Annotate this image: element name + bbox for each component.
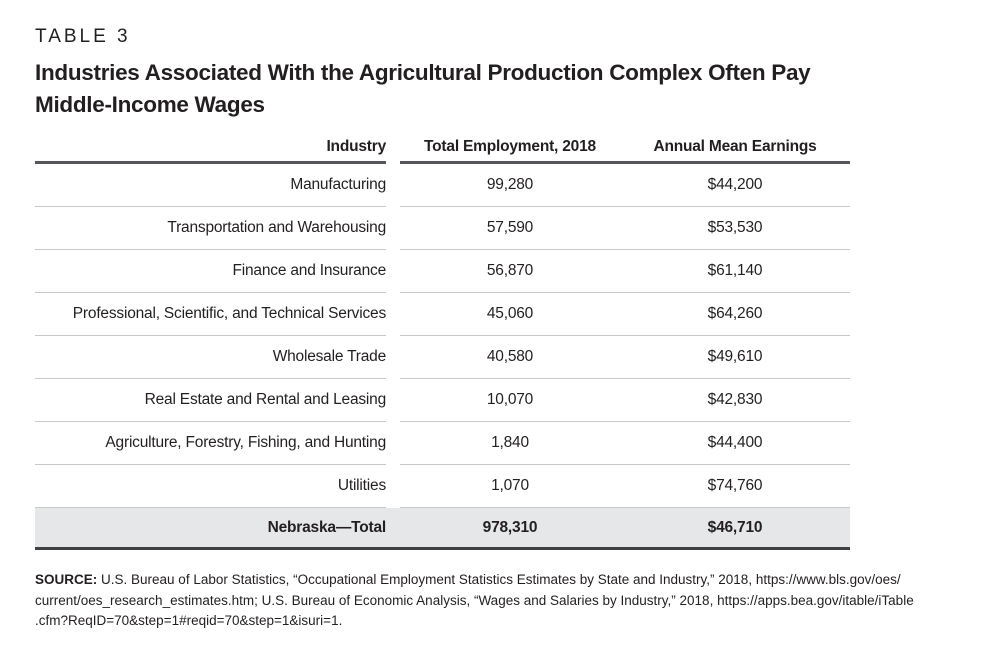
cell-employment: 1,840 (400, 422, 620, 465)
cell-earnings: $64,260 (620, 293, 850, 336)
table-row (35, 422, 850, 465)
column-gap (386, 422, 400, 465)
cell-earnings: $53,530 (620, 207, 850, 250)
cell-employment: 45,060 (400, 293, 620, 336)
cell-employment: 40,580 (400, 336, 620, 379)
cell-employment: 1,070 (400, 465, 620, 508)
source-line-3: .cfm?ReqID=70&step=1#reqid=70&step=1&isuri=1. (35, 613, 343, 628)
column-gap (386, 293, 400, 336)
cell-earnings: $44,200 (620, 164, 850, 207)
cell-employment: 56,870 (400, 250, 620, 293)
cell-industry: Professional, Scientific, and Technical Services (35, 293, 386, 336)
source-line-1 (35, 570, 1000, 591)
column-gap (386, 465, 400, 508)
column-header-employment: Total Employment, 2018 (400, 135, 620, 164)
cell-earnings: $74,760 (620, 465, 850, 508)
source-line-2: current/oes_research_estimates.htm; U.S. Bureau of Economic Analysis, “Wages and Salaries by Industry,” 2018, https://apps.bea.gov/itable/iTable (35, 592, 914, 608)
table-row (35, 465, 850, 508)
title-line-1: Industries Associated With the Agricultural Production Complex Often Pay (35, 60, 811, 85)
table-row (35, 293, 850, 336)
column-header-industry: Industry (35, 135, 386, 164)
cell-industry: Agriculture, Forestry, Fishing, and Hunting (35, 422, 386, 465)
data-table (35, 135, 850, 550)
cell-earnings: $61,140 (620, 250, 850, 293)
cell-industry: Utilities (35, 465, 386, 508)
cell-employment: 10,070 (400, 379, 620, 422)
cell-industry: Wholesale Trade (35, 336, 386, 379)
total-employment: 978,310 (482, 518, 538, 536)
source-label: SOURCE: (35, 572, 98, 587)
column-gap (386, 164, 400, 207)
table-row (35, 379, 850, 422)
source-line-1-text: U.S. Bureau of Labor Statistics, “Occupational Employment Statistics Estimates by State and Industry,” 2018, https://www.bls.gov/oes/ (97, 572, 901, 587)
table-header-row (35, 135, 850, 164)
table-row (35, 207, 850, 250)
cell-employment: 99,280 (400, 164, 620, 207)
page-title (35, 57, 1000, 121)
cell-employment: 57,590 (400, 207, 620, 250)
cell-industry: Transportation and Warehousing (35, 207, 386, 250)
table-row (35, 336, 850, 379)
column-gap (386, 336, 400, 379)
column-gap (386, 207, 400, 250)
cell-earnings: $49,610 (620, 336, 850, 379)
column-gap (386, 379, 400, 422)
cell-earnings: $44,400 (620, 422, 850, 465)
cell-earnings: $42,830 (620, 379, 850, 422)
table-kicker: TABLE 3 (35, 26, 131, 47)
table-total-row (35, 508, 850, 550)
column-gap (386, 250, 400, 293)
table-row (35, 250, 850, 293)
source-note (35, 570, 1000, 632)
total-label: Nebraska—Total (267, 518, 386, 536)
column-gap (386, 135, 400, 164)
total-earnings: $46,710 (707, 518, 763, 536)
cell-industry: Manufacturing (35, 164, 386, 207)
cell-industry: Finance and Insurance (35, 250, 386, 293)
table-row (35, 164, 850, 207)
column-gap (386, 508, 400, 547)
title-line-2: Middle-Income Wages (35, 92, 265, 117)
column-header-earnings: Annual Mean Earnings (620, 135, 850, 164)
cell-industry: Real Estate and Rental and Leasing (35, 379, 386, 422)
